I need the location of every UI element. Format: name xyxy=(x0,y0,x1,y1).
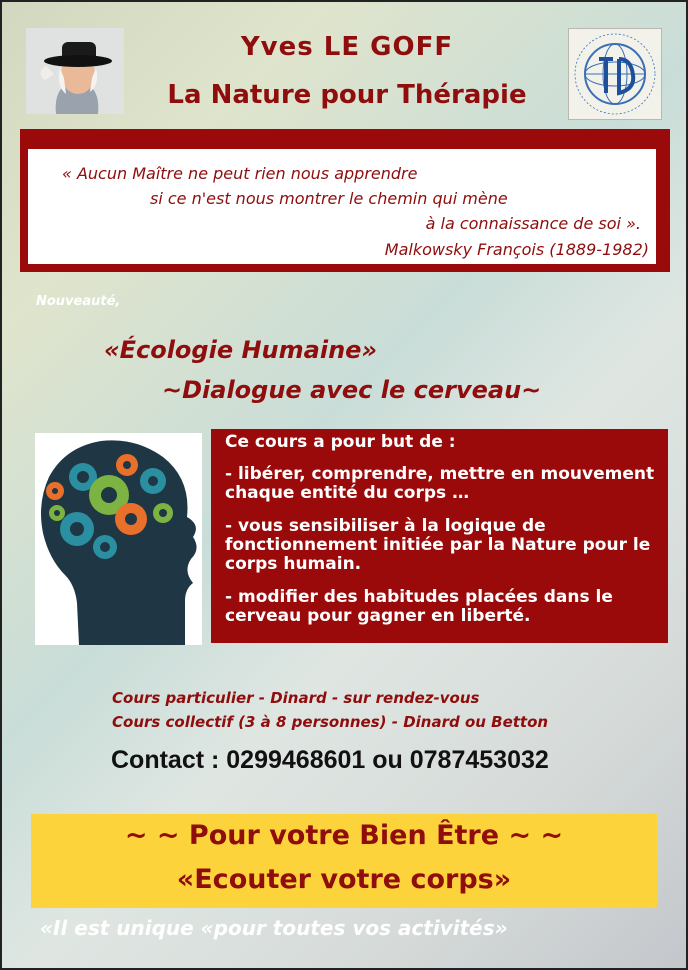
course-description-box xyxy=(211,429,668,643)
footer-tagline: «Il est unique «pour toutes vos activités» xyxy=(40,916,508,940)
page-subtitle: La Nature pour Thérapie xyxy=(167,80,527,110)
author-name: Yves LE GOFF xyxy=(240,32,454,62)
course-item: - libérer, comprendre, mettre en mouvement chaque entité du corps … xyxy=(225,464,655,503)
quote-line-2: si ce n'est nous montrer le chemin qui mène xyxy=(150,189,508,208)
info-line-2: Cours collectif (3 à 8 personnes) - Dinard ou Betton xyxy=(112,713,549,731)
info-line-1: Cours particulier - Dinard - sur rendez-vous xyxy=(112,689,480,707)
course-item: - vous sensibiliser à la logique de fonctionnement initiée par la Nature pour le corps humain. xyxy=(225,516,651,574)
quote-line-1: « Aucun Maître ne peut rien nous apprendre xyxy=(62,164,418,183)
contact-line: Contact : 0299468601 ou 0787453032 xyxy=(111,746,549,774)
brain-gears-illustration xyxy=(35,433,202,645)
quote-line-3: à la connaissance de soi ». xyxy=(425,214,641,233)
course-item: - modifier des habitudes placées dans le cerveau pour gagner en liberté. xyxy=(225,587,613,626)
course-intro: Ce cours a pour but de : xyxy=(225,432,456,452)
course-title-line-2: ~Dialogue avec le cerveau~ xyxy=(162,376,542,404)
course-title-line-1: «Écologie Humaine» xyxy=(104,336,378,364)
quote-author: Malkowsky François (1889-1982) xyxy=(384,240,649,259)
banner-line-1: ~ ~ Pour votre Bien Être ~ ~ xyxy=(124,820,564,851)
banner-line-2: «Ecouter votre corps» xyxy=(176,864,512,895)
nouveaute-label: Nouveauté, xyxy=(36,294,121,309)
unesco-dance-council-logo xyxy=(568,28,662,120)
portrait-photo xyxy=(26,28,124,114)
